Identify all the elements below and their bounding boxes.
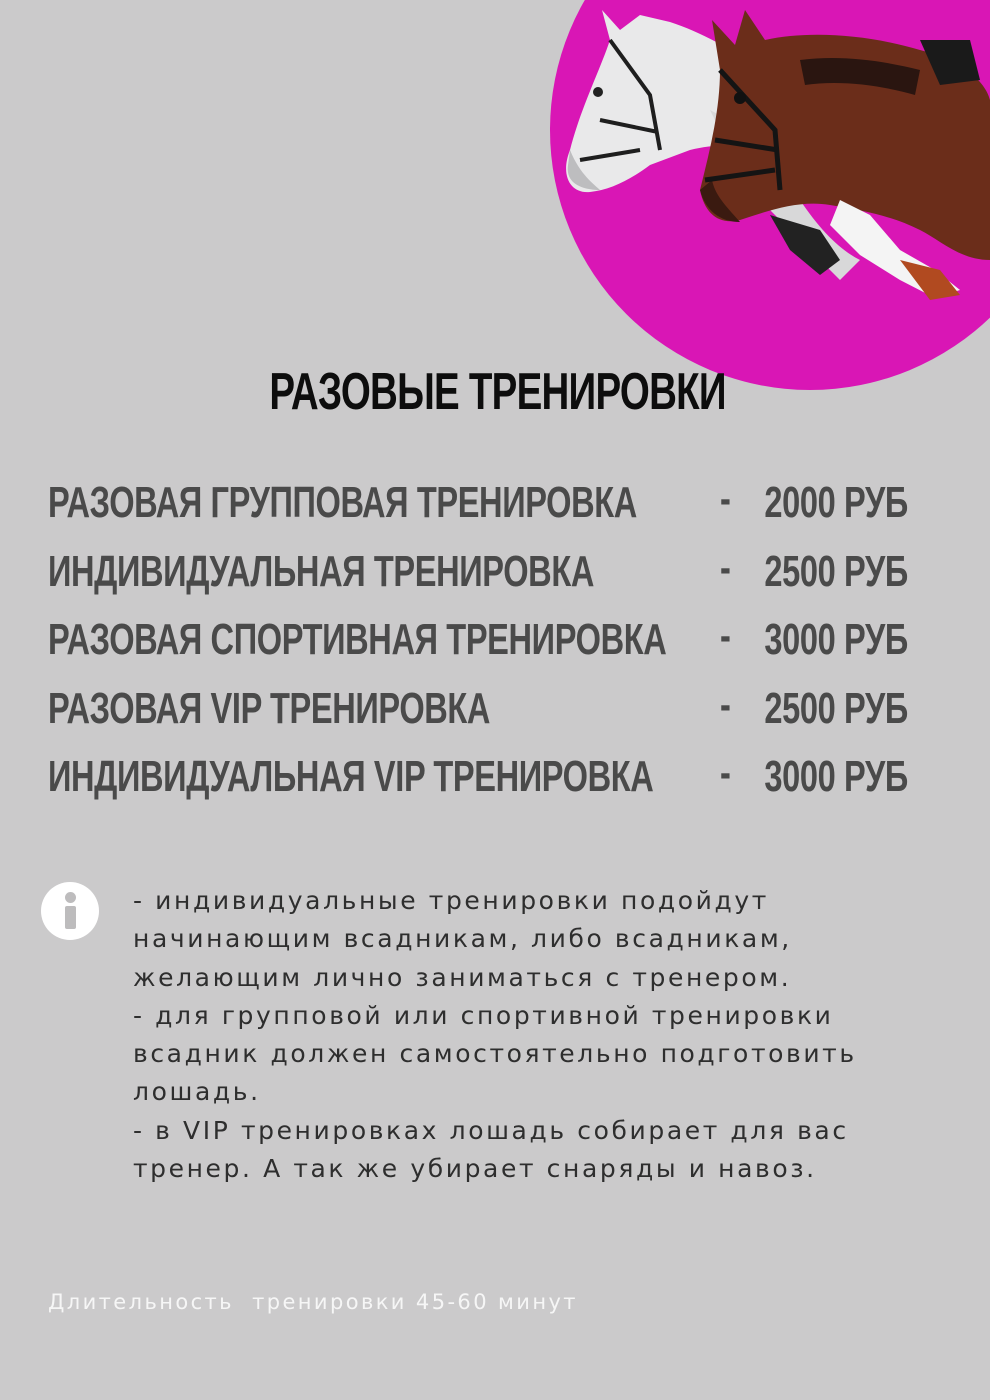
- price-separator: -: [720, 679, 731, 729]
- info-note: - в VIP тренировках лошадь собирает для вас тренер. А так же убирает снаряды и навоз.: [133, 1115, 849, 1184]
- hero-image: [540, 0, 990, 400]
- price-item-value: 3000 РУБ: [764, 752, 908, 801]
- info-icon-bar: [65, 906, 76, 929]
- page-title: РАЗОВЫЕ ТРЕНИРОВКИ: [269, 363, 726, 421]
- info-note: - для групповой или спортивной тренировки всадник должен самостоятельно подготовить лошадь.: [133, 1000, 857, 1107]
- horses-illustration: [540, 0, 990, 400]
- info-note: - индивидуальные тренировки подойдут начинающим всадникам, либо всадникам, желающим лично заниматься с тренером.: [133, 886, 792, 992]
- price-row: [48, 679, 928, 753]
- duration-note: Длительность тренировки 45-60 минут: [48, 1290, 578, 1314]
- price-row: [48, 748, 928, 821]
- info-icon: [41, 882, 99, 940]
- price-list: [48, 474, 928, 821]
- price-separator: -: [720, 611, 731, 660]
- price-item-name: ИНДИВИДУАЛЬНАЯ ТРЕНИРОВКА: [48, 546, 594, 596]
- price-row: [48, 611, 928, 684]
- price-separator: -: [720, 748, 731, 797]
- price-item-value: 2000 РУБ: [764, 478, 908, 527]
- price-separator: -: [720, 474, 731, 523]
- info-notes: [133, 882, 963, 1188]
- price-item-value: 3000 РУБ: [764, 615, 908, 664]
- price-item-name: ИНДИВИДУАЛЬНАЯ VIP ТРЕНИРОВКА: [48, 752, 654, 801]
- price-item-name: РАЗОВАЯ СПОРТИВНАЯ ТРЕНИРОВКА: [48, 615, 667, 664]
- price-item-name: РАЗОВАЯ ГРУППОВАЯ ТРЕНИРОВКА: [48, 478, 637, 527]
- price-item-name: РАЗОВАЯ VIP ТРЕНИРОВКА: [48, 683, 491, 733]
- price-row: [48, 474, 928, 547]
- price-separator: -: [720, 542, 731, 592]
- price-item-value: 2500 РУБ: [764, 546, 908, 596]
- price-item-value: 2500 РУБ: [764, 683, 908, 733]
- price-row: [48, 542, 928, 616]
- info-icon-dot: [65, 892, 76, 903]
